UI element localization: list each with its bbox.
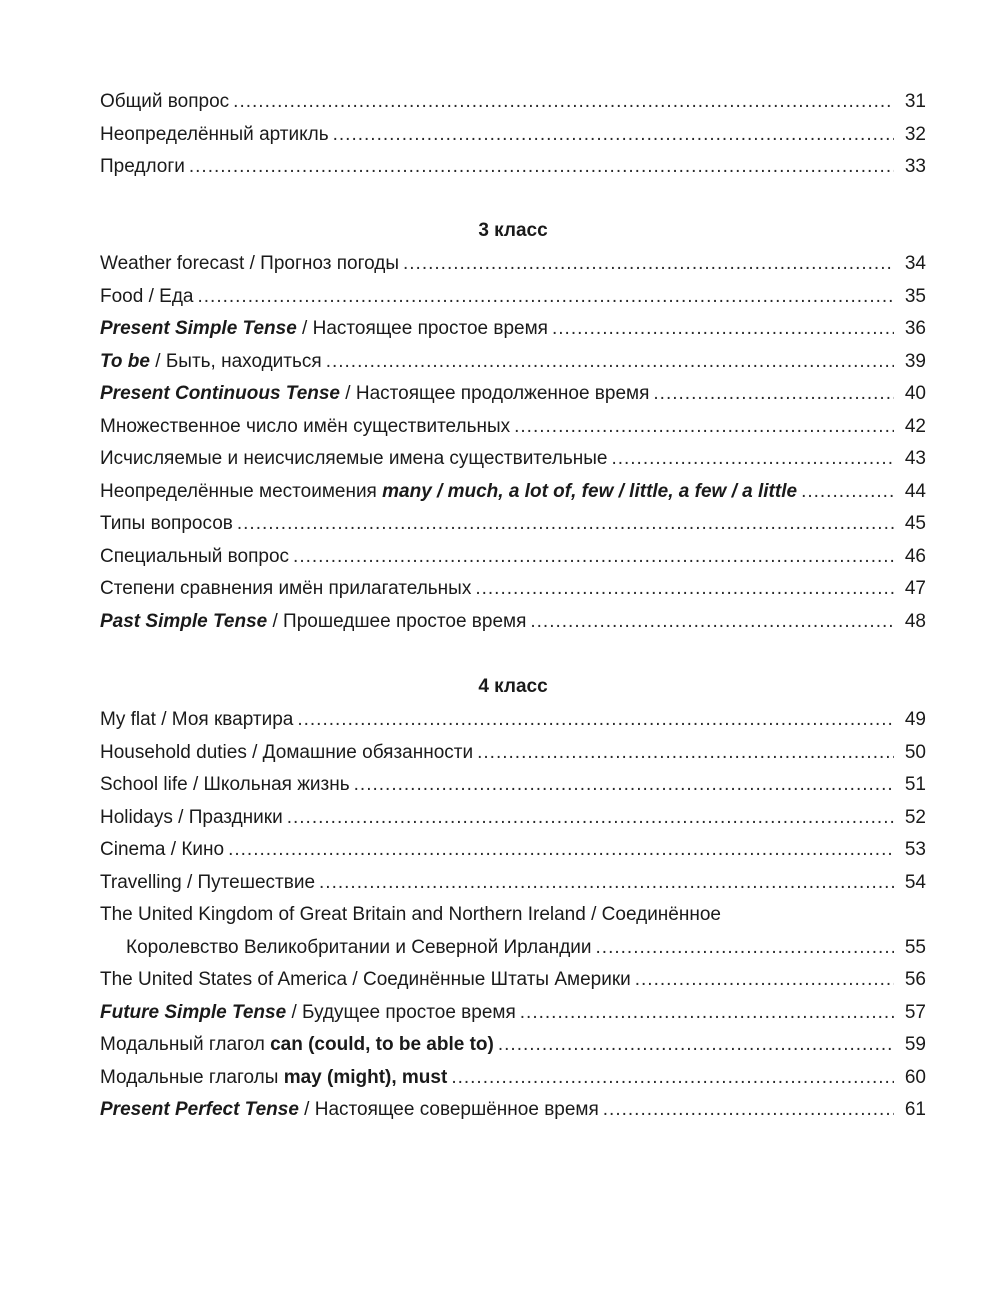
russian-title: Будущее простое время — [302, 1001, 516, 1023]
section-heading: 3 класс — [478, 220, 548, 241]
dot-leader — [189, 151, 894, 184]
toc-entry[interactable] — [100, 769, 926, 802]
toc-entry[interactable] — [100, 964, 926, 997]
dot-leader — [403, 248, 894, 281]
toc-page-number: 47 — [904, 578, 926, 599]
toc-entry[interactable] — [100, 508, 926, 541]
russian-title: Прошедшее простое время — [283, 610, 527, 632]
separator: / — [192, 774, 199, 795]
english-title: Travelling — [100, 871, 182, 893]
english-title: Future Simple Tense — [100, 1001, 287, 1023]
russian-title: Моя квартира — [171, 709, 294, 730]
toc-entry-title — [100, 346, 322, 379]
toc-page-number: 51 — [904, 774, 926, 795]
russian-title: Кино — [181, 839, 225, 860]
english-title: Present Simple Tense — [100, 318, 297, 339]
toc-entry-title: Множественное число имён существительных — [100, 415, 511, 437]
toc-page-number: 60 — [904, 1066, 926, 1088]
english-terms: may (might), must — [283, 1066, 448, 1088]
english-title: My flat — [100, 709, 156, 730]
dot-leader — [635, 964, 894, 997]
toc-entry[interactable] — [100, 119, 926, 152]
separator: / — [291, 1001, 297, 1023]
toc-entry[interactable] — [100, 606, 926, 639]
english-title: To be — [100, 350, 150, 372]
english-title: School life — [100, 774, 188, 795]
toc-entry-title — [100, 313, 548, 346]
toc-entry[interactable] — [100, 443, 926, 476]
english-title: The United States of America — [100, 969, 348, 990]
dot-leader — [354, 769, 894, 802]
russian-title: Быть, находиться — [165, 350, 322, 372]
toc-page-number: 59 — [904, 1034, 926, 1055]
dot-leader — [297, 704, 894, 737]
toc-entry-line2[interactable] — [100, 932, 926, 965]
toc-entry-title: Неопределённый артикль — [100, 123, 329, 145]
english-title: Holidays — [100, 806, 173, 828]
dot-leader — [498, 1029, 894, 1062]
toc-entry-title — [100, 378, 649, 411]
toc-page-number: 36 — [904, 318, 926, 339]
toc-page-number: 31 — [904, 91, 926, 112]
toc-entry[interactable] — [100, 834, 926, 867]
russian-title: Праздники — [188, 806, 283, 828]
toc-entry[interactable] — [100, 997, 926, 1030]
toc-page-number: 57 — [904, 1001, 926, 1023]
toc-section-grade3 — [100, 214, 926, 638]
section-heading: 4 класс — [478, 676, 548, 697]
english-title: The United Kingdom of Great Britain and Northern Ireland — [100, 904, 586, 925]
english-terms: many / much, a lot of, few / little, a few / a little — [382, 480, 798, 502]
dot-leader — [653, 378, 894, 411]
english-title: Present Continuous Tense — [100, 383, 340, 404]
russian-title: Еда — [159, 285, 194, 307]
toc-page-number: 52 — [904, 806, 926, 828]
toc-entry-title — [100, 997, 516, 1030]
russian-title: Путешествие — [197, 871, 316, 893]
toc-entry[interactable] — [100, 151, 926, 184]
toc-page-number: 53 — [904, 839, 926, 860]
toc-entry-title: Исчисляемые и неисчисляемые имена существительные — [100, 448, 608, 469]
toc-page-number: 40 — [904, 383, 926, 404]
dot-leader — [596, 932, 894, 965]
russian-title: Соединённые Штаты Америки — [362, 969, 631, 990]
english-title: Present Perfect Tense — [100, 1099, 299, 1120]
english-title: Cinema — [100, 839, 166, 860]
toc-page-number: 35 — [904, 285, 926, 307]
separator: / — [178, 806, 184, 828]
russian-title: Школьная жизнь — [203, 774, 350, 795]
russian-title: Настоящее совершённое время — [314, 1099, 599, 1120]
separator: / — [272, 610, 278, 632]
russian-title: Прогноз погоды — [260, 253, 399, 274]
russian-title: Модальный глагол — [100, 1034, 265, 1055]
separator: / — [252, 741, 258, 763]
separator: / — [304, 1099, 310, 1120]
toc-page-number: 48 — [904, 610, 926, 632]
toc-entry-title — [100, 1062, 447, 1095]
toc-entry[interactable] — [100, 867, 926, 900]
toc-entry[interactable] — [100, 541, 926, 574]
toc-page-number: 43 — [904, 448, 926, 469]
dot-leader — [520, 997, 894, 1030]
dot-leader — [530, 606, 894, 639]
english-title: Household duties — [100, 741, 247, 763]
toc-entry-title — [100, 964, 631, 997]
english-title: Past Simple Tense — [100, 610, 268, 632]
toc-entry[interactable] — [100, 411, 926, 444]
toc-page-number: 46 — [904, 545, 926, 567]
russian-title: Соединённое — [601, 904, 721, 925]
dot-leader — [237, 508, 894, 541]
toc-entry[interactable] — [100, 248, 926, 281]
toc-entry[interactable] — [100, 313, 926, 346]
dot-leader — [477, 737, 894, 770]
separator: / — [591, 904, 597, 925]
toc-entry[interactable] — [100, 1029, 926, 1062]
separator: / — [161, 709, 167, 730]
english-title: Weather forecast — [100, 253, 245, 274]
toc-entry[interactable] — [100, 1094, 926, 1127]
toc-entry-line1[interactable] — [100, 899, 926, 932]
dot-leader — [326, 346, 894, 379]
toc-entry-title: Специальный вопрос — [100, 545, 290, 567]
toc-page-number: 39 — [904, 350, 926, 372]
toc-entry-title — [100, 248, 399, 281]
toc-entry-title — [100, 737, 473, 770]
russian-title: Модальные глаголы — [100, 1066, 279, 1088]
dot-leader — [603, 1094, 894, 1127]
dot-leader — [333, 119, 894, 152]
toc-entry[interactable] — [100, 802, 926, 835]
toc-page-number: 33 — [904, 156, 926, 177]
toc-page-number: 42 — [904, 415, 926, 437]
toc-entry[interactable] — [100, 573, 926, 606]
separator: / — [345, 383, 351, 404]
russian-title-continued: Королевство Великобритании и Северной Ирландии — [126, 936, 592, 958]
dot-leader — [197, 281, 894, 314]
toc-page-number: 32 — [904, 123, 926, 145]
toc-entry-title — [100, 802, 283, 835]
dot-leader — [233, 86, 894, 119]
toc-entry-title: Предлоги — [100, 156, 185, 177]
toc-page-number: 50 — [904, 741, 926, 763]
toc-entry[interactable] — [100, 86, 926, 119]
separator: / — [148, 285, 154, 307]
toc-section-intro — [100, 86, 926, 184]
toc-page-number: 54 — [904, 871, 926, 893]
toc-entry[interactable] — [100, 476, 926, 509]
toc-page-number: 34 — [904, 253, 926, 274]
dot-leader — [293, 541, 894, 574]
dot-leader — [475, 573, 894, 606]
toc-page-number: 61 — [904, 1099, 926, 1120]
toc-page-number: 45 — [904, 513, 926, 534]
toc-entry-title — [100, 834, 224, 867]
russian-title: Неопределённые местоимения — [100, 480, 377, 502]
toc-entry[interactable] — [100, 704, 926, 737]
dot-leader — [514, 411, 894, 444]
toc-entry-title — [100, 704, 293, 737]
toc-page-number: 49 — [904, 709, 926, 730]
toc-entry-title: Степени сравнения имён прилагательных — [100, 578, 472, 599]
separator: / — [155, 350, 161, 372]
english-terms: can (could, to be able to) — [270, 1034, 494, 1055]
separator: / — [186, 871, 193, 893]
toc-entry-title — [100, 606, 526, 639]
russian-title: Домашние обязанности — [262, 741, 474, 763]
toc-entry-title — [100, 1094, 599, 1127]
dot-leader — [319, 867, 894, 900]
english-title: Food — [100, 285, 144, 307]
dot-leader — [287, 802, 894, 835]
dot-leader — [552, 313, 894, 346]
dot-leader — [611, 443, 894, 476]
toc-page-number: 44 — [904, 480, 926, 502]
toc-entry[interactable] — [100, 737, 926, 770]
dot-leader — [228, 834, 894, 867]
toc-entry[interactable] — [100, 1062, 926, 1095]
toc-entry[interactable] — [100, 378, 926, 411]
toc-entry-title — [100, 476, 797, 509]
toc-entry-title — [100, 1029, 494, 1062]
toc-section-grade4 — [100, 670, 926, 1127]
russian-title: Настоящее продолженное время — [355, 383, 650, 404]
toc-entry-title — [100, 769, 350, 802]
toc-entry-title — [100, 867, 315, 900]
separator: / — [352, 969, 358, 990]
separator: / — [302, 318, 308, 339]
russian-title: Настоящее простое время — [312, 318, 548, 339]
toc-entry[interactable] — [100, 281, 926, 314]
dot-leader — [451, 1062, 894, 1095]
toc-page-number: 56 — [904, 969, 926, 990]
separator: / — [170, 839, 177, 860]
toc-page-number: 55 — [904, 936, 926, 958]
toc-entry-title: Общий вопрос — [100, 91, 230, 112]
toc-entry-title: Типы вопросов — [100, 513, 233, 534]
toc-entry-title — [100, 899, 721, 932]
separator: / — [249, 253, 255, 274]
toc-entry[interactable] — [100, 346, 926, 379]
toc-entry-title — [100, 281, 193, 314]
dot-leader — [801, 476, 894, 509]
